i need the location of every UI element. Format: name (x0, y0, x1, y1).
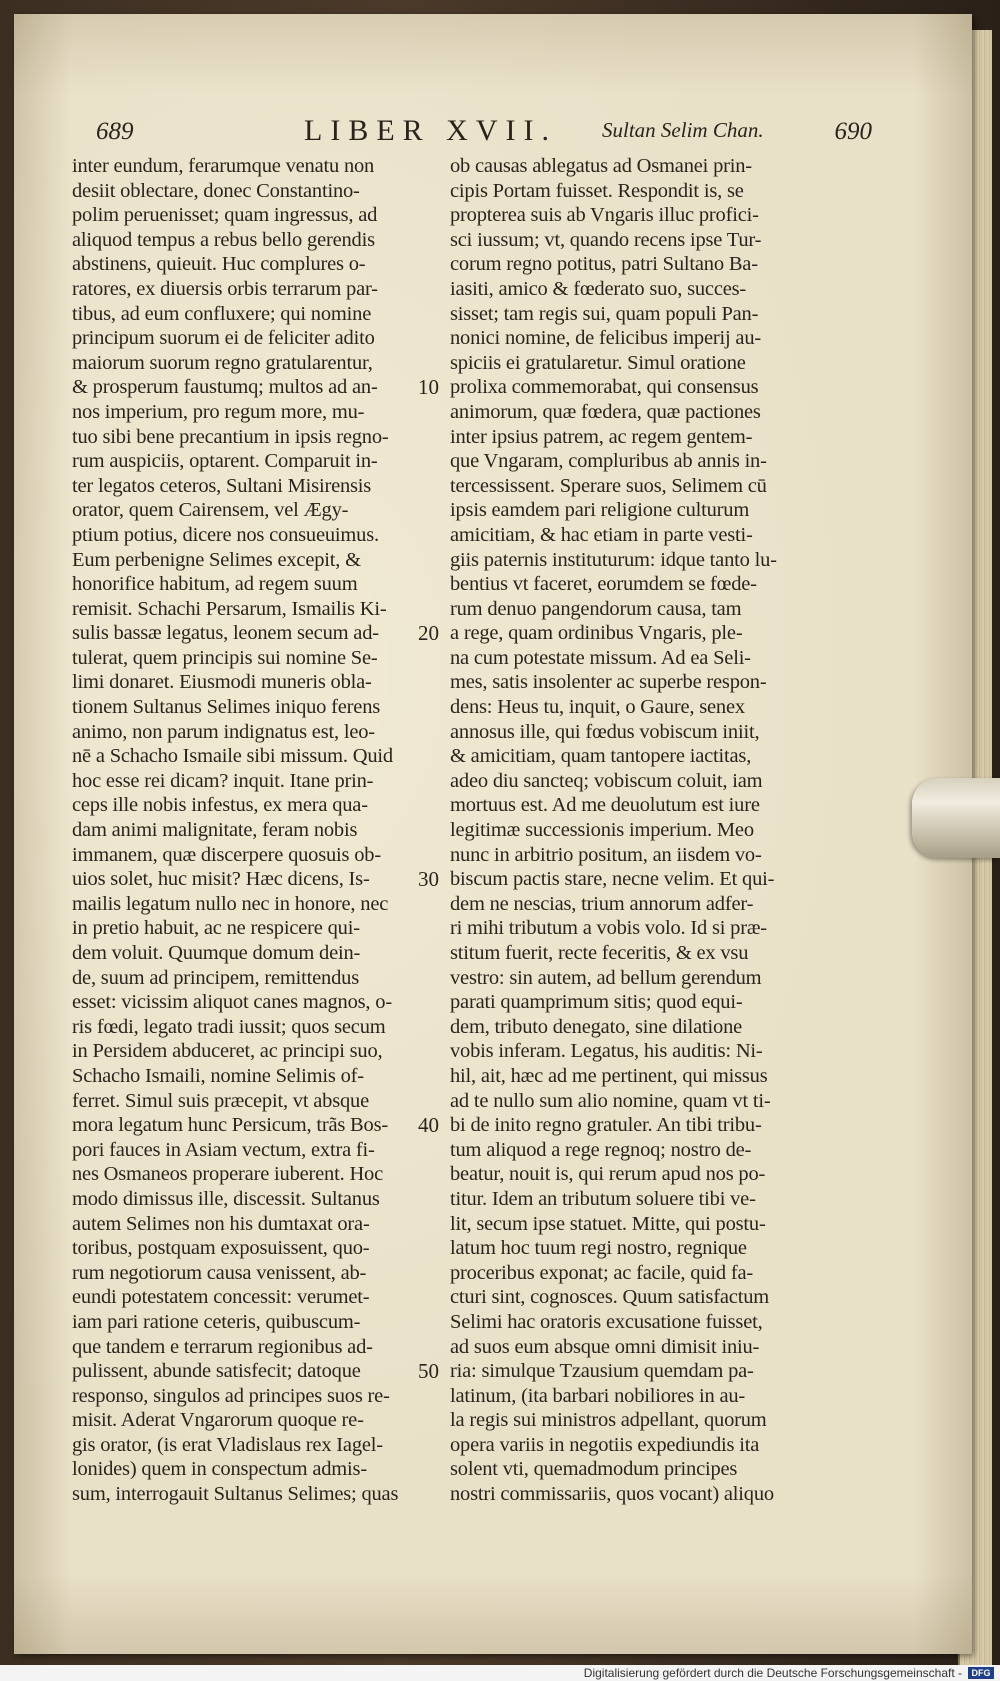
text-line: sum, interrogauit Sultanus Selimes; quas (72, 1483, 399, 1506)
text-line: legitimæ successionis imperium. Meo (450, 819, 754, 842)
text-line: ceps ille nobis infestus, ex mera qua- (72, 794, 368, 817)
bookmark-tab (912, 778, 1000, 858)
text-line: solent vti, quemadmodum principes (450, 1458, 738, 1481)
text-line: biscum pactis stare, necne velim. Et qui- (450, 868, 775, 891)
text-line: corum regno potitus, patri Sultano Ba- (450, 253, 758, 276)
text-line: tum aliquod a rege regnoq; nostro de- (450, 1138, 752, 1161)
text-line: bentius vt faceret, eorumdem se fœde- (450, 573, 757, 596)
text-line: Eum perbenigne Selimes excepit, & (72, 548, 361, 571)
book-page (14, 14, 972, 1654)
text-line: toribus, postquam exposuissent, quo- (72, 1237, 370, 1260)
text-line: titur. Idem an tributum soluere tibi ve- (450, 1187, 756, 1210)
text-line: & prosperum faustumq; multos ad an- (72, 376, 378, 399)
text-line: amicitiam, & hac etiam in parte vesti- (450, 523, 753, 546)
text-line: Selimi hac oratoris excusatione fuisset, (450, 1310, 763, 1333)
text-line: responso, singulos ad principes suos re- (72, 1384, 390, 1407)
text-line: cipis Portam fuisset. Respondit is, se (450, 179, 744, 202)
text-line: animo, non parum indignatus est, leo- (72, 720, 375, 743)
text-line: dem voluit. Quumque domum dein- (72, 942, 361, 964)
text-line: & amicitiam, quam tantopere iactitas, (450, 745, 752, 768)
page-number-left: 689 (96, 118, 134, 145)
text-line: proceribus exponat; ac facile, quid fa- (450, 1261, 753, 1284)
margin-line-number: 10 (418, 375, 439, 400)
text-line: limi donaret. Eiusmodi muneris obla- (72, 671, 372, 694)
text-line: na cum potestate missum. Ad ea Seli- (450, 646, 751, 669)
text-line: spiciis ei gratularetur. Simul oratione (450, 351, 746, 374)
text-line: sci iussum; vt, quando recens ipse Tur- (450, 228, 762, 251)
text-line: ter legatos ceteros, Sultani Misirensis (72, 474, 372, 497)
page-number-right: 690 (834, 118, 872, 145)
text-line: aliquod tempus a rebus bello gerendis (72, 228, 375, 251)
text-line: dem ne nescias, trium annorum adfer- (450, 892, 754, 915)
running-title: LIBER XVII. (304, 114, 557, 147)
text-line: mes, satis insolenter ac superbe respon- (450, 671, 767, 694)
text-line: inter ipsius patrem, ac regem gentem- (450, 425, 753, 448)
text-line: dam animi malignitate, feram nobis (72, 819, 358, 842)
text-line: a rege, quam ordinibus Vngaris, ple- (450, 622, 743, 645)
text-line: nes Osmaneos properare iuberent. Hoc (72, 1163, 384, 1186)
margin-line-number: 30 (418, 867, 439, 892)
text-line: sisset; tam regis sui, quam populi Pan- (450, 302, 759, 325)
text-line: bi de inito regno gratuler. An tibi tribu- (450, 1114, 762, 1137)
running-subtitle: Sultan Selim Chan. (602, 118, 764, 142)
text-line: maiorum suorum regno gratularentur, (72, 351, 373, 374)
text-line: opera variis in negotiis expediundis ita (450, 1433, 760, 1456)
digitization-credit: Digitalisierung gefördert durch die Deutsche Forschungsgemeinschaft - (583, 1666, 962, 1680)
text-line: mailis legatum nullo nec in honore, nec (72, 892, 389, 915)
text-line: ptium potius, dicere nos consueuimus. (72, 523, 379, 546)
text-line: dem, tributo denegato, sine dilatione (450, 1015, 743, 1038)
text-line: vobis inferam. Legatus, his auditis: Ni- (450, 1040, 763, 1063)
text-line: nos imperium, pro regum more, mu- (72, 400, 365, 423)
text-column-right (450, 154, 808, 1507)
text-line: ratores, ex diuersis orbis terrarum par- (72, 277, 378, 300)
text-column-left (72, 154, 420, 1507)
text-line: iam pari ratione ceteris, quibuscum- (72, 1310, 361, 1333)
text-line: ad te nullo sum alio nomine, quam vt ti- (450, 1089, 771, 1112)
text-line: misit. Aderat Vngarorum quoque re- (72, 1409, 364, 1432)
text-line: annosus ille, qui fœdus vobiscum iniit, (450, 720, 760, 743)
text-line: desiit oblectare, donec Constantino- (72, 179, 360, 202)
margin-line-number: 40 (418, 1113, 439, 1138)
text-line: autem Selimes non his dumtaxat ora- (72, 1212, 370, 1235)
text-line: lonides) quem in conspectum admis- (72, 1458, 367, 1481)
text-line: inter eundum, ferarumque venatu non (72, 155, 375, 177)
text-line: principum suorum ei de feliciter adito (72, 327, 375, 350)
text-line: in Persidem abduceret, ac principi suo, (72, 1040, 383, 1063)
text-line: parati quamprimum sitis; quod equi- (450, 991, 743, 1014)
text-line: tulerat, quem principis sui nomine Se- (72, 646, 378, 669)
text-line: propterea suis ab Vngaris illuc profici- (450, 204, 759, 227)
footer-bar (0, 1665, 1000, 1681)
text-line: ria: simulque Tzausium quemdam pa- (450, 1360, 754, 1383)
text-line: que tandem e terrarum regionibus ad- (72, 1335, 373, 1358)
text-line: ri mihi tributum a vobis volo. Id si præ- (450, 917, 767, 940)
text-line: abstinens, quieuit. Huc complures o- (72, 253, 366, 276)
text-line: orator, quem Cairensem, vel Ægy- (72, 499, 349, 522)
margin-line-number: 50 (418, 1359, 439, 1384)
text-line: dens: Heus tu, inquit, o Gaure, senex (450, 696, 745, 719)
text-line: uios solet, huc misit? Hæc dicens, Is- (72, 868, 370, 891)
text-line: que Vngaram, compluribus ab annis in- (450, 450, 767, 473)
text-line: stitum fuerit, recte feceritis, & ex vsu (450, 942, 749, 964)
text-line: pulissent, abunde satisfecit; datoque (72, 1360, 361, 1383)
text-line: mortuus est. Ad me deuolutum est iure (450, 794, 760, 817)
text-line: ob causas ablegatus ad Osmanei prin- (450, 155, 752, 177)
text-line: ipsis eamdem pari religione culturum (450, 499, 750, 522)
text-line: esset: vicissim aliquot canes magnos, o- (72, 991, 392, 1014)
text-line: nunc in arbitrio positum, an iisdem vo- (450, 843, 762, 866)
text-line: vestro: sin autem, ad bellum gerendum (450, 966, 762, 989)
text-line: tercessissent. Sperare suos, Selimem cū (450, 474, 767, 497)
text-line: rum negotiorum causa venissent, ab- (72, 1261, 367, 1284)
text-line: hoc esse rei dicam? inquit. Itane prin- (72, 769, 374, 792)
text-line: immanem, quæ discerpere quosuis ob- (72, 843, 381, 866)
text-line: gis orator, (is erat Vladislaus rex Iagel- (72, 1433, 383, 1456)
text-line: honorifice habitum, ad regem suum (72, 573, 358, 596)
text-line: rum auspiciis, optarent. Comparuit in- (72, 450, 378, 473)
text-line: la regis sui ministros adpellant, quorum (450, 1409, 767, 1432)
text-line: mora legatum hunc Persicum, trãs Bos- (72, 1114, 388, 1137)
text-line: cturi sint, cognosces. Quum satisfactum (450, 1286, 769, 1309)
text-line: hil, ait, hæc ad me pertinent, qui missus (450, 1064, 768, 1087)
text-line: nē a Schacho Ismaile sibi missum. Quid (72, 745, 393, 768)
text-line: tionem Sultanus Selimes iniquo ferens (72, 696, 381, 719)
text-line: Schacho Ismaili, nomine Selimis of- (72, 1064, 364, 1087)
text-line: adeo diu sancteq; vobiscum coluit, iam (450, 769, 763, 792)
text-line: iasiti, amico & fœderato suo, succes- (450, 277, 747, 300)
text-line: beatur, nouit is, qui rerum apud nos po- (450, 1163, 766, 1186)
text-line: lit, secum ipse statuet. Mitte, qui postu- (450, 1212, 766, 1235)
dfg-logo: DFG (968, 1667, 994, 1679)
text-line: de, suum ad principem, remittendus (72, 966, 359, 989)
text-line: polim peruenisset; quam ingressus, ad (72, 204, 378, 227)
text-line: modo dimissus ille, discessit. Sultanus (72, 1187, 380, 1210)
text-line: tibus, ad eum confluxere; qui nomine (72, 302, 372, 325)
text-line: sulis bassæ legatus, leonem secum ad- (72, 622, 379, 645)
text-line: in pretio habuit, ac ne respicere qui- (72, 917, 360, 940)
text-line: nonici nomine, de felicibus imperij au- (450, 327, 762, 350)
text-line: ferret. Simul suis præcepit, vt absque (72, 1089, 369, 1112)
text-line: giis paternis instituturum: idque tanto lu- (450, 548, 777, 571)
text-line: rum denuo pangendorum causa, tam (450, 597, 742, 620)
text-line: pori fauces in Asiam vectum, extra fi- (72, 1138, 375, 1161)
text-line: animorum, quæ fœdera, quæ pactiones (450, 400, 761, 423)
text-line: latinum, (ita barbari nobiliores in au- (450, 1384, 746, 1407)
text-line: ad suos eum absque omni dimisit iniu- (450, 1335, 760, 1358)
text-line: eundi potestatem concessit: verumet- (72, 1286, 370, 1309)
text-line: latum hoc tuum regi nostro, regnique (450, 1237, 747, 1260)
text-line: prolixa commemorabat, qui consensus (450, 376, 759, 399)
text-line: nostri commissariis, quos vocant) aliquo (450, 1483, 774, 1506)
page-header (54, 114, 912, 154)
text-line: tuo sibi bene precantium in ipsis regno- (72, 425, 389, 448)
text-line: ris fœdi, legato tradi iussit; quos secum (72, 1015, 386, 1038)
margin-line-number: 20 (418, 621, 439, 646)
text-line: remisit. Schachi Persarum, Ismailis Ki- (72, 597, 387, 620)
